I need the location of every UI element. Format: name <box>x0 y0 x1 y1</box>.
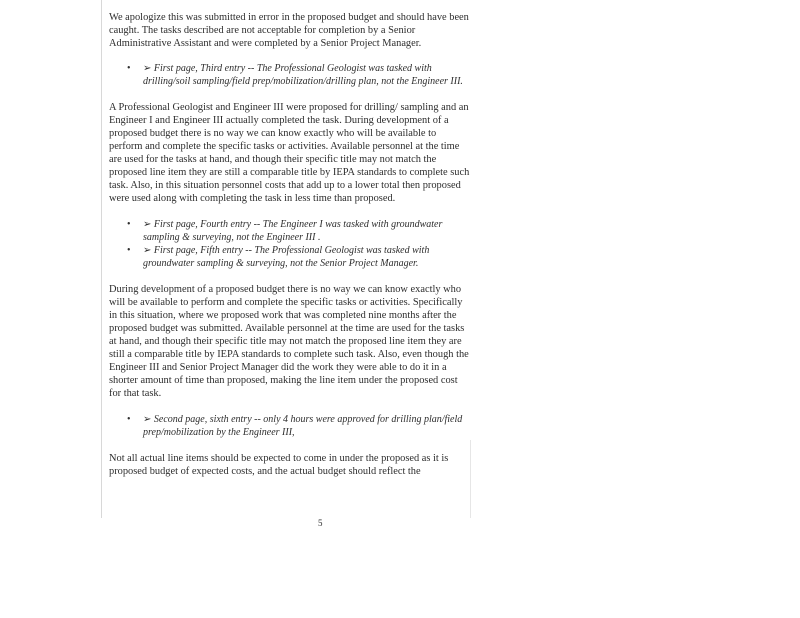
paragraph-development: During development of a proposed budget there is no way we can know exactly who will be available to perform and complete the specific tasks or activities. Specifically in this situation, where we proposed work that was completed nine months after the proposed budget was submitted. Available personnel at the time are used for the tasks at hand, and though their specific title may not match the proposed line item they are still a comparable title by IEPA standards to complete such task. Also, even though the Engineer III and Senior Project Manager did the work they were able to do it in a shorter amount of time than proposed, making the line item under the proposed cost for that task. <box>109 284 469 399</box>
arrow-bullet-icon: ➢ <box>143 414 152 425</box>
paragraph-apology: We apologize this was submitted in error in the proposed budget and should have been caught. The tasks described are not acceptable for completion by a Senior Administrative Assistant and were completed by a Senior Project Manager. <box>109 12 469 49</box>
list-item <box>127 244 471 270</box>
bullet-dot: • <box>127 245 131 256</box>
arrow-bullet-icon: ➢ <box>143 219 152 230</box>
list-item <box>127 218 471 244</box>
page-number: 5 <box>318 518 323 528</box>
list-item <box>127 62 471 88</box>
bullet-text: Second page, sixth entry -- only 4 hours were approved for drilling plan/field prep/mobilization by the Engineer III, <box>143 414 463 438</box>
arrow-bullet-icon: ➢ <box>143 245 152 256</box>
bullet-text: First page, Third entry -- The Professional Geologist was tasked with drilling/soil sampling/field prep/mobilization/drilling plan, not the Engineer III. <box>143 63 463 87</box>
bullet-list-1 <box>109 62 471 88</box>
bullet-text: First page, Fourth entry -- The Engineer I was tasked with groundwater sampling & surveying, not the Engineer III . <box>143 219 443 243</box>
arrow-bullet-icon: ➢ <box>143 63 152 74</box>
paragraph-personnel: A Professional Geologist and Engineer III were proposed for drilling/ sampling and an Engineer I and Engineer III actually completed the task. During development of a proposed budget there is no way we can know exactly who will be available to perform and complete the specific tasks or activities. Available personnel at the time are used for the tasks at hand, and though their specific title may not match the proposed line item they are still a comparable title by IEPA standards to complete such task. Also, in this situation personnel costs that add up to a lower total then proposed were used along with completing the task in less time than proposed. <box>109 102 470 204</box>
bullet-dot: • <box>127 414 131 425</box>
list-item <box>127 413 471 439</box>
bullet-list-2 <box>109 218 471 270</box>
bullet-dot: • <box>127 219 131 230</box>
bullet-list-3 <box>109 413 471 439</box>
document-body <box>109 11 471 478</box>
bullet-dot: • <box>127 63 131 74</box>
page-left-edge <box>101 0 102 518</box>
bullet-text: First page, Fifth entry -- The Professional Geologist was tasked with groundwater sampling & surveying, not the Senior Project Manager. <box>143 245 430 269</box>
paragraph-line-items: Not all actual line items should be expected to come in under the proposed as it is proposed budget of expected costs, and the actual budget should reflect the <box>109 453 449 477</box>
